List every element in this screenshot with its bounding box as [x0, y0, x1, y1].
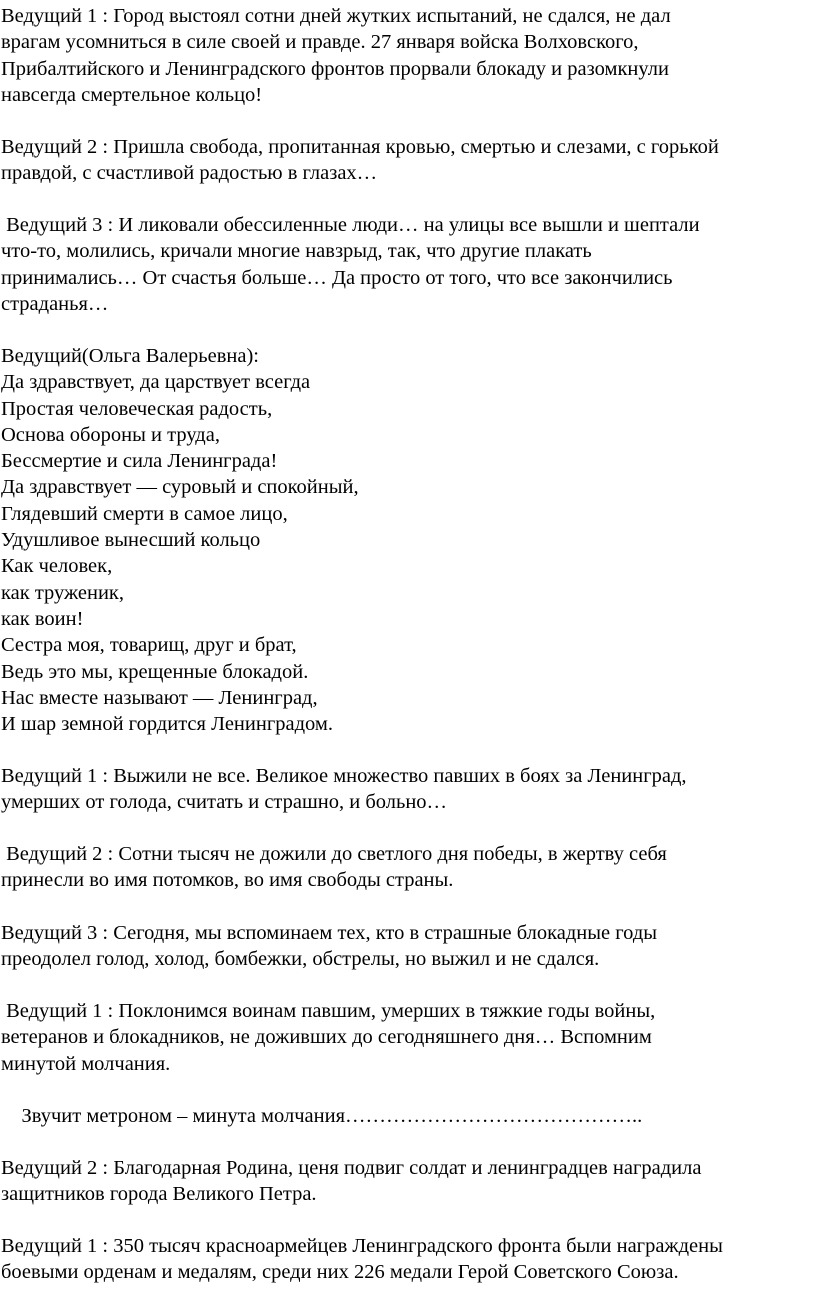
text-line: Ведущий 3 : И ликовали обессиленные люди… на улицы все вышли и шептали: [1, 214, 700, 236]
text-line: принесли во имя потомков, во имя свободы страны.: [1, 869, 454, 892]
text-line: Звучит метроном – минута молчания……………………………………..: [1, 1105, 643, 1127]
text-line: Ведущий 1 : 350 тысяч красноармейцев Ленинградского фронта были награждены: [1, 1235, 723, 1257]
text-line: преодолел голод, холод, бомбежки, обстрелы, но выжил и не сдался.: [1, 948, 600, 971]
text-line: боевыми орденам и медалям, среди них 226 медали Герой Советского Союза.: [1, 1261, 679, 1284]
poem-line: Сестра моя, товарищ, друг и брат,: [1, 634, 297, 657]
text-line: минутой молчания.: [1, 1052, 171, 1075]
text-line: правдой, с счастливой радостью в глазах…: [1, 162, 378, 185]
poem-line: Бессмертие и сила Ленинграда!: [1, 450, 278, 473]
poem-line: Как человек,: [1, 555, 113, 578]
text-line: Ведущий 2 : Пришла свобода, пропитанная кровью, смертью и слезами, с горькой: [1, 136, 719, 158]
text-line: Ведущий 1 : Поклонимся воинам павшим, умерших в тяжкие годы войны,: [1, 1000, 656, 1022]
stage-direction-metronome: [1, 1103, 813, 1129]
poem-line: Да здравствует, да царствует всегда: [1, 371, 311, 394]
paragraph-host1-blockade-broken: [1, 3, 813, 108]
text-line: Ведущий 1 : Город выстоял сотни дней жутких испытаний, не сдался, не дал: [1, 5, 671, 27]
poem-line: Ведь это мы, крещенные блокадой.: [1, 660, 309, 683]
paragraph-host3-rejoicing: [1, 212, 813, 317]
text-line: врагам усомниться в силе своей и правде. 27 января войска Волховского,: [1, 31, 639, 54]
poem-line: Простая человеческая радость,: [1, 397, 273, 420]
text-line: страданья…: [1, 292, 109, 315]
paragraph-host1-survivors: [1, 763, 813, 816]
poem-line: как воин!: [1, 607, 84, 630]
text-line: Ведущий 2 : Благодарная Родина, ценя подвиг солдат и ленинградцев наградила: [1, 1157, 702, 1179]
poem-speaker: Ведущий(Ольга Валерьевна):: [1, 345, 260, 367]
text-line: Прибалтийского и Ленинградского фронтов прорвали блокаду и разомкнули: [1, 57, 669, 80]
poem-line: Нас вместе называют — Ленинград,: [1, 686, 318, 709]
text-line: принимались… От счастья больше… Да просто от того, что все закончились: [1, 266, 673, 289]
text-line: ветеранов и блокадников, не доживших до сегодняшнего дня… Вспомним: [1, 1026, 652, 1049]
text-line: умерших от голода, считать и страшно, и больно…: [1, 791, 448, 814]
paragraph-host2-fallen: [1, 841, 813, 894]
paragraph-host3-remember: [1, 920, 813, 973]
paragraph-host2-rewards: [1, 1155, 813, 1208]
paragraph-host2-freedom: [1, 134, 813, 187]
text-line: что-то, молились, кричали многие навзрыд, так, что другие плакать: [1, 240, 592, 263]
text-line: Ведущий 3 : Сегодня, мы вспоминаем тех, кто в страшные блокадные годы: [1, 922, 658, 944]
text-line: защитников города Великого Петра.: [1, 1183, 317, 1206]
poem-line: И шар земной гордится Ленинградом.: [1, 713, 333, 736]
poem-line: как труженик,: [1, 581, 125, 604]
poem-line: Да здравствует — суровый и спокойный,: [1, 476, 359, 499]
poem-line: Глядевший смерти в самое лицо,: [1, 502, 288, 525]
text-line: Ведущий 1 : Выжили не все. Великое множество павших в боях за Ленинград,: [1, 765, 687, 787]
poem-line: Удушливое вынесший кольцо: [1, 529, 261, 552]
text-line: навсегда смертельное кольцо!: [1, 83, 263, 106]
poem-line: Основа обороны и труда,: [1, 423, 220, 446]
poem-block: [1, 343, 813, 737]
paragraph-host1-minute-of-silence: [1, 998, 813, 1077]
text-line: Ведущий 2 : Сотни тысяч не дожили до светлого дня победы, в жертву себя: [1, 843, 667, 865]
paragraph-host1-medals: [1, 1233, 813, 1286]
